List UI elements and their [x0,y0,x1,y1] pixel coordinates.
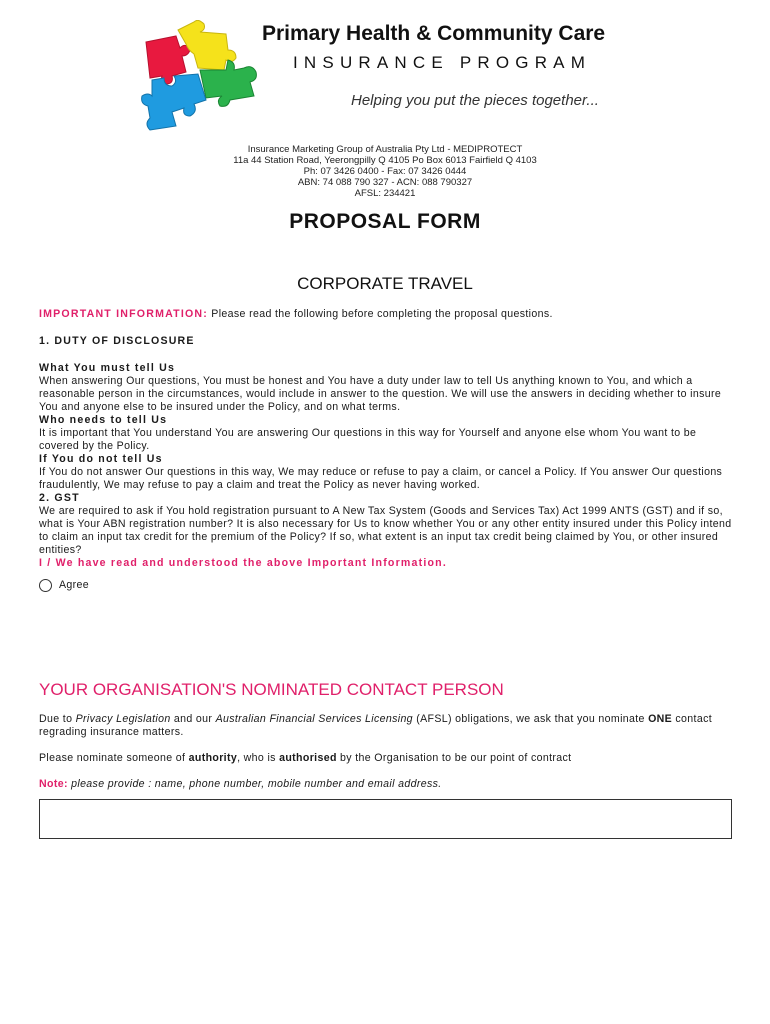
text-run: Due to [39,713,76,725]
puzzle-logo [128,20,264,132]
company-line: Insurance Marketing Group of Australia Pty Ltd - MEDIPROTECT [247,144,523,155]
must-tell-text: When answering Our questions, You must be honest and You have a duty under law to tell Us anything known to You, and which a reasonable person in the circumstances, would include in answer to the question. We will use the answers in deciding whether to insure You and anyone else to be insured under the Policy, and on what terms. [39,375,722,413]
contact-paragraph-1 [39,713,739,739]
brand-title: Primary Health & Community Care [262,22,606,45]
brand-tagline: Helping you put the pieces together... [351,92,599,109]
agree-option[interactable] [39,579,739,592]
text-run-bold: ONE [648,713,673,725]
form-subtitle: CORPORATE TRAVEL [297,274,473,293]
text-run-italic: Australian Financial Services Licensing [215,713,413,725]
acknowledge-text: I / We have read and understood the above Important Information. [39,557,447,569]
ifnot-text: If You do not answer Our questions in this way, We may reduce or refuse to pay a claim, or cancel a Policy. If You answer Our questions fraudulently, We may refuse to pay a claim and treat the Policy as never having worked. [39,466,723,491]
gst-heading: 2. GST [39,492,80,504]
company-details [0,144,770,199]
agree-label: Agree [59,579,90,591]
note-label: Note: [39,778,68,790]
contact-note [39,778,739,791]
gst-text: We are required to ask if You hold registration pursuant to A New Tax System (Goods and Services Tax) Act 1999 ANTS (GST) and if so, what is Your ABN registration number? It is also necessary for Us to know whether You or any other entity insured under this Policy intend to claim an input tax credit for the premium of the Policy? If so, what extent is an input tax credit being claimed by You, or other insured entities? [39,505,732,556]
who-text: It is important that You understand You are answering Our questions in this way for Yourself and anyone else whom You want to be covered by the Policy. [39,427,697,452]
company-line: AFSL: 234421 [354,188,416,199]
contact-section [39,713,739,791]
text-run: Please nominate someone of [39,752,189,764]
contact-paragraph-2 [39,752,739,765]
text-run: contact regrading insurance matters. [39,713,713,738]
must-tell-heading: What You must tell Us [39,362,176,374]
ifnot-heading: If You do not tell Us [39,453,163,465]
text-run: , who is [237,752,280,764]
contact-details-input[interactable] [39,799,732,839]
text-run-bold: authorised [279,752,337,764]
text-run: by the Organisation to be our point of contract [336,752,572,764]
note-text: please provide : name, phone number, mobile number and email address. [67,778,442,790]
company-line: ABN: 74 088 790 327 - ACN: 088 790327 [297,177,473,188]
form-title: PROPOSAL FORM [289,210,481,233]
company-line: 11a 44 Station Road, Yeerongpilly Q 4105 Po Box 6013 Fairfield Q 4103 [233,155,537,166]
important-intro [39,308,739,321]
company-line: Ph: 07 3426 0400 - Fax: 07 3426 0444 [303,166,467,177]
who-heading: Who needs to tell Us [39,414,168,426]
contact-section-title: YOUR ORGANISATION'S NOMINATED CONTACT PERSON [39,680,504,699]
text-run: (AFSL) obligations, we ask that you nominate [412,713,649,725]
important-information-section [39,308,739,592]
blue-puzzle-piece [142,74,206,130]
text-run: and our [170,713,216,725]
duty-heading: 1. DUTY OF DISCLOSURE [39,335,195,347]
important-text: Please read the following before completing the proposal questions. [208,308,553,320]
brand-subtitle: INSURANCE PROGRAM [293,53,592,72]
important-label: IMPORTANT INFORMATION: [39,308,209,320]
text-run-italic: Privacy Legislation [75,713,171,725]
text-run-bold: authority [188,752,238,764]
puzzle-pieces-logo-icon [142,20,257,130]
agree-radio[interactable] [39,579,52,592]
